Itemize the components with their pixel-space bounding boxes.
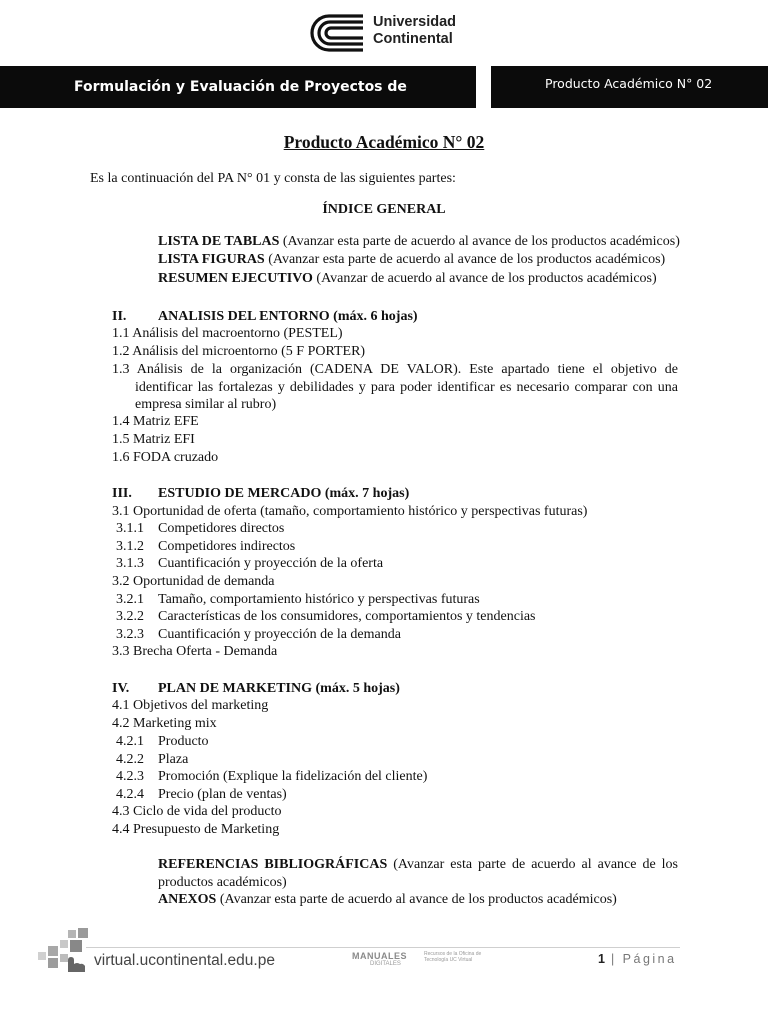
badge-subtitle: DIGITALES: [370, 961, 401, 967]
list-item: 3.1.3 Cuantificación y proyección de la oferta: [116, 556, 384, 571]
course-title-band: Formulación y Evaluación de Proyectos de Inversión: [0, 66, 476, 108]
page-number: 1: [598, 952, 605, 966]
list-item: 3.3 Brecha Oferta - Demanda: [112, 644, 278, 659]
list-item: 3.1 Oportunidad de oferta (tamaño, comportamiento histórico y perspectivas futuras): [112, 504, 588, 519]
footer-url-link[interactable]: virtual.ucontinental.edu.pe: [94, 952, 275, 969]
logo-line-2: Continental: [373, 31, 453, 47]
front-item: LISTA DE TABLAS (Avanzar esta parte de acuerdo al avance de los productos académicos): [158, 234, 680, 249]
list-item: 1.5 Matriz EFI: [112, 432, 195, 447]
document-title: Producto Académico N° 02: [283, 132, 485, 152]
badge-title: MANUALES: [352, 951, 407, 961]
section-heading: III. ESTUDIO DE MERCADO (máx. 7 hojas): [112, 486, 410, 501]
list-item: 4.2.4 Precio (plan de ventas): [116, 787, 287, 802]
front-item: LISTA FIGURAS (Avanzar esta parte de acuerdo al avance de los productos académicos): [158, 252, 666, 267]
list-item: 4.2.2 Plaza: [116, 752, 189, 767]
list-item: 3.2 Oportunidad de demanda: [112, 574, 275, 589]
list-item: 4.2.3 Promoción (Explique la fidelización del cliente): [116, 769, 428, 784]
section-heading: IV. PLAN DE MARKETING (máx. 5 hojas): [112, 681, 400, 696]
list-item: 3.1.2 Competidores indirectos: [116, 539, 296, 554]
virtual-campus-icon: [38, 928, 92, 972]
list-item: 1.3 Análisis de la organización (CADENA DE VALOR). Este apartado tiene el objetivo de identificar las fortalezas y debilidades y para poder identificar es necesario comparar con una empresa similar al rubro): [112, 362, 678, 412]
list-item: 3.2.3 Cuantificación y proyección de la demanda: [116, 627, 401, 642]
intro-text: Es la continuación del PA N° 01 y consta de las siguientes partes:: [90, 171, 456, 186]
product-label-band: Producto Académico N° 02: [491, 66, 768, 108]
list-item: 3.1.1 Competidores directos: [116, 521, 285, 536]
list-item: 1.4 Matriz EFE: [112, 414, 199, 429]
logo-wordmark: [373, 14, 456, 48]
back-item: ANEXOS (Avanzar esta parte de acuerdo al avance de los productos académicos): [158, 892, 617, 907]
page-indicator: [598, 952, 677, 966]
list-item: 4.4 Presupuesto de Marketing: [112, 822, 280, 837]
badge-note: Recursos de la Oficina de Tecnología UC Virtual: [424, 951, 482, 963]
university-logo-icon: [307, 10, 367, 56]
page-label: | Página: [610, 952, 677, 966]
section-heading: II. ANALISIS DEL ENTORNO (máx. 6 hojas): [112, 309, 418, 324]
university-logo: [307, 10, 467, 56]
list-item: 3.2.1 Tamaño, comportamiento histórico y perspectivas futuras: [116, 592, 480, 607]
list-item: 1.1 Análisis del macroentorno (PESTEL): [112, 326, 343, 341]
list-item: 1.6 FODA cruzado: [112, 450, 219, 465]
back-item: REFERENCIAS BIBLIOGRÁFICAS (Avanzar esta parte de acuerdo al avance de los productos académicos): [158, 857, 678, 890]
front-item: RESUMEN EJECUTIVO (Avanzar de acuerdo al avance de los productos académicos): [158, 271, 657, 286]
list-item: 4.1 Objetivos del marketing: [112, 698, 269, 713]
list-item: 1.2 Análisis del microentorno (5 F PORTER): [112, 344, 366, 359]
manuales-digitales-badge: [352, 951, 482, 973]
list-item: 4.2.1 Producto: [116, 734, 209, 749]
list-item: 3.2.2 Características de los consumidores, comportamientos y tendencias: [116, 609, 536, 624]
list-item: 4.2 Marketing mix: [112, 716, 217, 731]
logo-line-1: Universidad: [373, 14, 456, 30]
index-title: ÍNDICE GENERAL: [322, 202, 446, 217]
list-item: 4.3 Ciclo de vida del producto: [112, 804, 282, 819]
footer-divider: [86, 947, 680, 948]
